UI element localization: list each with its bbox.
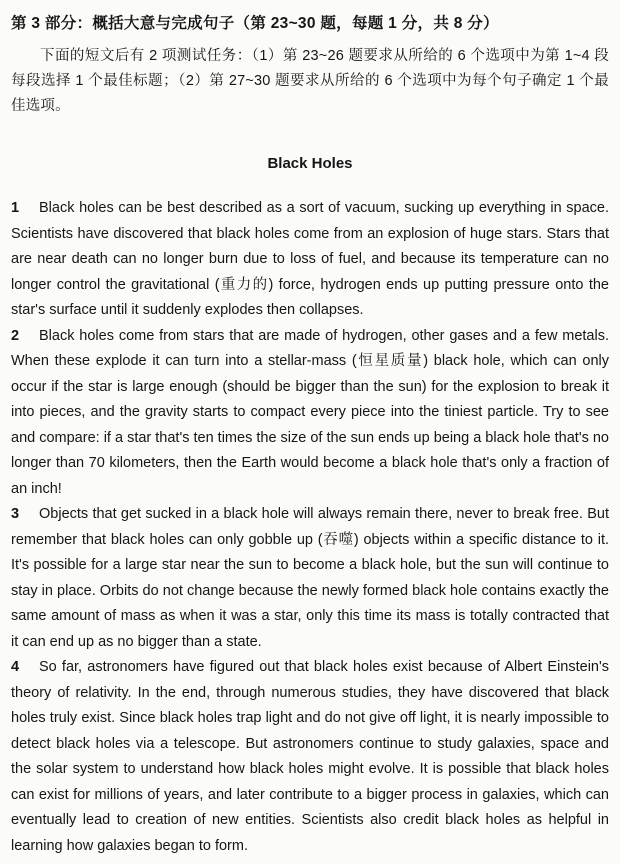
section-instructions: 下面的短文后有 2 项测试任务：（1）第 23~26 题要求从所给的 6 个选项中为第 1~4 段每段选择 1 个最佳标题；（2）第 27~30 题要求从所给的 6 个选项中为每个句子确定 1 个最佳选项。 xyxy=(11,48,609,114)
paragraph-4-text: So far, astronomers have figured out that black holes exist because of Albert Einstein's theory of relativity. In the end, through numerous studies, they have discovered that black holes truly exist. Since black holes trap light and do not give off light, it is nearly impossible to detect black holes via a telescope. But astronomers continue to study galaxies, space and the solar system to understand how black holes might evolve. It is possible that black holes can exist for millions of years, and later contribute to a bigger process in galaxies, which can eventually lead to creation of new entities. Scientists also credit black holes as helpful in learning how galaxies began to form. xyxy=(11,659,609,854)
paragraph-1-text: Black holes can be best described as a sort of vacuum, sucking up everything in space. Scientists have discovered that black holes come from an explosion of huge stars. Stars that are near death can no longer burn due to loss of fuel, and because its temperature can no longer control the gravitational (重力的) force, hydrogen ends up putting pressure onto the star's surface until it suddenly explodes then collapses. xyxy=(11,200,609,318)
section-heading: 第 3 部分：概括大意与完成句子（第 23~30 题，每题 1 分，共 8 分） xyxy=(11,15,499,32)
passage-body xyxy=(11,196,609,859)
paragraph-2 xyxy=(11,324,609,503)
paragraph-4-number: 4 xyxy=(11,659,20,675)
paragraph-2-text: Black holes come from stars that are made of hydrogen, other gases and a few metals. When these explode it can turn into a stellar-mass (恒星质量) black hole, which can only occur if the star is large enough (should be bigger than the sun) for the explosion to break it into pieces, and the gravity starts to compact every piece into the tiniest particle. Try to see and compare: if a star that's ten times the size of the sun ends up being a black hole that's no longer than 70 kilometers, then the Earth would become a black hole that's only a fraction of an inch! xyxy=(11,327,609,497)
paragraph-3 xyxy=(11,502,609,655)
paragraph-1 xyxy=(11,196,609,324)
paragraph-2-number: 2 xyxy=(11,327,20,344)
paragraph-3-number: 3 xyxy=(11,506,20,522)
paragraph-3-text: Objects that get sucked in a black hole will always remain there, never to break free. But remember that black holes can only gobble up (吞噬) objects within a specific distance to it. It's possible for a large star near the sun to become a black hole, but the sun will continue to stay in place. Orbits do not change because the newly formed black hole contains exactly the same amount of mass as when it was a star, only this time its mass is totally contracted that it can end up as no bigger than a state. xyxy=(11,506,609,650)
passage-title: Black Holes xyxy=(267,155,353,172)
paragraph-1-number: 1 xyxy=(11,200,20,216)
paragraph-4 xyxy=(11,655,609,859)
